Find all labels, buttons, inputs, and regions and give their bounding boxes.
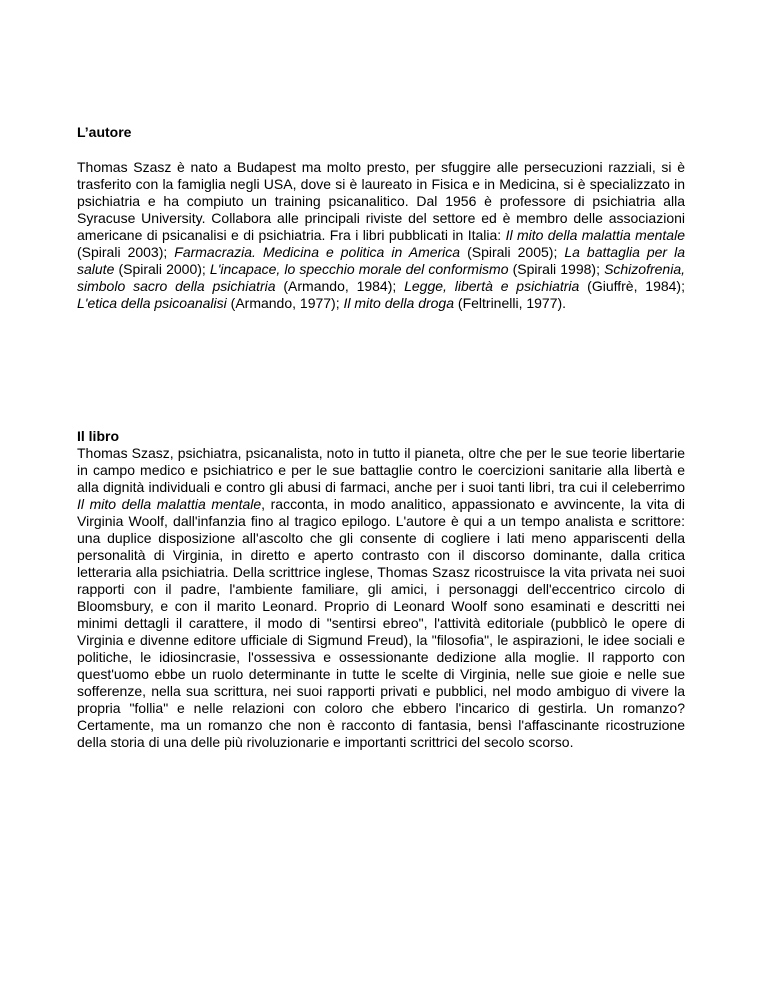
book-title: L'incapace, lo specchio morale del conformismo [209,261,509,277]
text-run: (Feltrinelli, 1977). [454,295,567,311]
text-run: (Spirali 2000); [114,261,210,277]
section-text-libro [77,445,685,751]
book-title: La battaglia per la salute [77,244,685,277]
book-title: Il mito della malattia mentale [77,496,262,512]
text-run: , racconta, in modo analitico, appassionato e avvincente, la vita di Virginia Woolf, dall'infanzia fino al tragico epilogo. L'autore è qui a un tempo analista e scrittore: una duplice disposizione all'ascolto che gli consente di cogliere i lati meno appariscenti della personalità di Virginia, in diretto e aperto contrasto con il discorso dominante, dalla critica letteraria alla psichiatria. Della scrittrice inglese, Thomas Szasz ricostruisce la vita privata nei suoi rapporti con il padre, l'ambiente familiare, gli amici, i personaggi dell'eccentrico circolo di Bloomsbury, e con il marito Leonard. Proprio di Leonard Woolf sono esaminati e descritti nei minimi dettagli il carattere, il modo di "sentirsi ebreo", l'attività editoriale (pubblicò le opere di Virginia e divenne editore ufficiale di Sigmund Freud), la "filosofia", le aspirazioni, le idee sociali e politiche, le idiosincrasie, l'ossessiva e ossessionante dedizione alla moglie. Il rapporto con quest'uomo ebbe un ruolo determinante in tutte le scelte di Virginia, nelle sue gioie e nelle sue sofferenze, nella sua scrittura, nei suoi rapporti privati e pubblici, nel modo ambiguo di vivere la propria "follia" e nelle relazioni con coloro che ebbero l'incarico di gestirla. Un romanzo? Certamente, ma un romanzo che non è racconto di fantasia, bensì l'affascinante ricostruzione della storia di una delle più rivoluzionarie e importanti scrittrici del secolo scorso. [77,496,685,750]
book-title: Il mito della droga [343,295,455,311]
text-run: (Spirali 1998); [508,261,605,277]
text-run: Thomas Szasz, psichiatra, psicanalista, noto in tutto il pianeta, oltre che per le sue teorie libertarie in campo medico e psichiatrico e per le sue battaglie contro le coercizioni sanitarie alla libertà e alla dignità individuali e contro gli abusi di farmaci, anche per i suoi tanti libri, tra cui il celeberrimo [77,445,685,495]
section-heading-libro: Il libro [77,428,119,444]
text-run: (Armando, 1977); [226,295,344,311]
book-title: Schizofrenia, simbolo sacro della psichiatria [77,261,685,294]
text-run: Thomas Szasz è nato a Budapest ma molto presto, per sfuggire alle persecuzioni razziali, si è trasferito con la famiglia negli USA, dove si è laureato in Fisica e in Medicina, si è specializzato in psichiatria e ha compiuto un training psicanalitico. Dal 1956 è professore di psichiatria alla Syracuse University. Collabora alle principali riviste del settore ed è membro delle associazioni americane di psicanalisi e di psichiatria. Fra i libri pubblicati in Italia: [77,159,685,243]
book-title: L'etica della psicoanalisi [77,295,227,311]
text-run: (Giuffrè, 1984); [579,278,685,294]
book-title: Farmacrazia. Medicina e politica in America [174,244,461,260]
text-run: (Armando, 1984); [275,278,405,294]
book-title: Il mito della malattia mentale [505,227,685,243]
text-run: (Spirali 2005); [460,244,565,260]
text-run: (Spirali 2003); [77,244,175,260]
book-title: Legge, libertà e psichiatria [404,278,580,294]
section-heading-autore: L’autore [77,124,132,140]
section-text-autore [77,159,685,312]
